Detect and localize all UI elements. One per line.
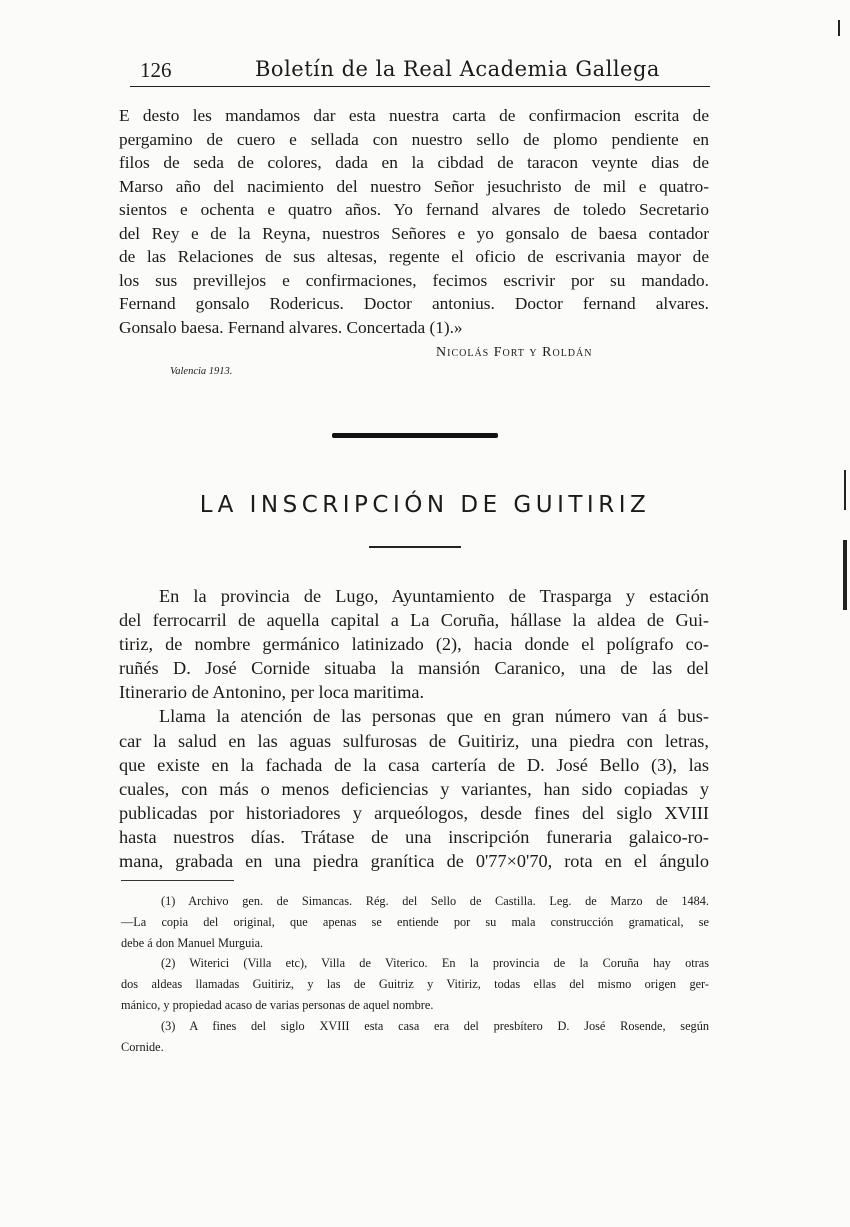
- footnote-line: Cornide.: [121, 1039, 164, 1054]
- letter-conclusion: [119, 104, 709, 339]
- text-line: cuales, con más o menos deficiencias y variantes, han sido copiadas y: [119, 778, 709, 799]
- journal-title: Boletín de la Real Academia Gallega: [255, 57, 660, 81]
- text-line: Marso año del nacimiento del nuestro Señor jesuchristo de mil e quatro-: [119, 176, 709, 196]
- text-line: hasta nuestros días. Trátase de una inscripción funeraria galaico-ro-: [119, 826, 709, 847]
- text-line: Llama la atención de las personas que en gran número van á bus-: [159, 706, 709, 727]
- text-line: mana, grabada en una piedra granítica de 0'77×0'70, rota en el ángulo: [119, 851, 709, 872]
- page-number: 126: [140, 58, 172, 82]
- footnote-line: (3) A fines del siglo XVIII esta casa era del presbítero D. José Rosende, según: [161, 1018, 709, 1033]
- text-line: del ferrocarril de aquella capital a La Coruña, hállase la aldea de Gui-: [119, 610, 709, 631]
- footnote-separator: [121, 880, 234, 881]
- text-line: En la provincia de Lugo, Ayuntamiento de Trasparga y estación: [159, 586, 709, 606]
- article-title: LA INSCRIPCIÓN DE GUITIRIZ: [199, 492, 651, 518]
- text-line: Itinerario de Antonino, per loca maritima.: [119, 682, 425, 703]
- author-signature: Nicolás Fort y Roldán: [436, 345, 593, 360]
- text-line: car la salud en las aguas sulfurosas de Guitiriz, una piedra con letras,: [119, 730, 709, 751]
- footnote-line: mánico, y propiedad acaso de varias personas de aquel nombre.: [121, 997, 434, 1012]
- footnote-line: (2) Witerici (Villa etc), Villa de Viterico. En la provincia de la Coruña hay otras: [161, 956, 709, 971]
- text-line: ruñés D. José Cornide situaba la mansión Caranico, una de las del: [119, 658, 709, 679]
- footnote-line: —La copia del original, que apenas se entiende por su mala construcción gramatical, se: [121, 914, 709, 929]
- footnote-line: (1) Archivo gen. de Simancas. Rég. del Sello de Castilla. Leg. de Marzo de 1484.: [161, 894, 709, 908]
- text-line: que existe en la fachada de la casa cartería de D. José Bello (3), las: [119, 754, 709, 775]
- text-line: publicadas por historiadores y arqueólogos, desde fines del siglo XVIII: [119, 802, 709, 823]
- text-line: del Rey e de la Reyna, nuestros Señores e yo gonsalo de baesa contador: [119, 223, 709, 243]
- scan-mark: [843, 540, 847, 610]
- text-line: tiriz, de nombre germánico latinizado (2), hacia donde el polígrafo co-: [119, 634, 709, 655]
- text-line: Fernand gonsalo Rodericus. Doctor antonius. Doctor fernand alvares.: [119, 294, 709, 313]
- footnote-line: dos aldeas llamadas Guitiriz, y las de Guitriz y Vitiriz, todas ellas del mismo origen ger-: [121, 977, 709, 992]
- scan-mark: [838, 20, 840, 36]
- text-line: pergamino de cuero e sellada con nuestro sello de plomo pendiente en: [119, 129, 709, 149]
- footnote-line: debe á don Manuel Murguia.: [121, 935, 264, 950]
- title-underline: [369, 546, 461, 548]
- running-header: [130, 56, 710, 87]
- text-line: de las Relaciones de sus altesas, regente el oficio de escrivania mayor de: [119, 247, 709, 266]
- scan-mark: [844, 470, 846, 510]
- place-date: Valencia 1913.: [170, 366, 233, 377]
- text-line: E desto les mandamos dar esta nuestra carta de confirmacion escrita de: [119, 106, 709, 125]
- text-line: Gonsalo baesa. Fernand alvares. Concertada (1).»: [119, 317, 463, 337]
- footnotes: [121, 891, 709, 1057]
- text-line: los sus previllejos e confirmaciones, fecimos escrivir por su mandado.: [119, 270, 709, 290]
- text-line: sientos e ochenta e quatro años. Yo fernand alvares de toledo Secretario: [119, 200, 709, 219]
- article-body: [119, 584, 709, 873]
- text-line: filos de seda de colores, dada en la cibdad de taracon veynte dias de: [119, 153, 709, 172]
- section-divider: [332, 433, 498, 438]
